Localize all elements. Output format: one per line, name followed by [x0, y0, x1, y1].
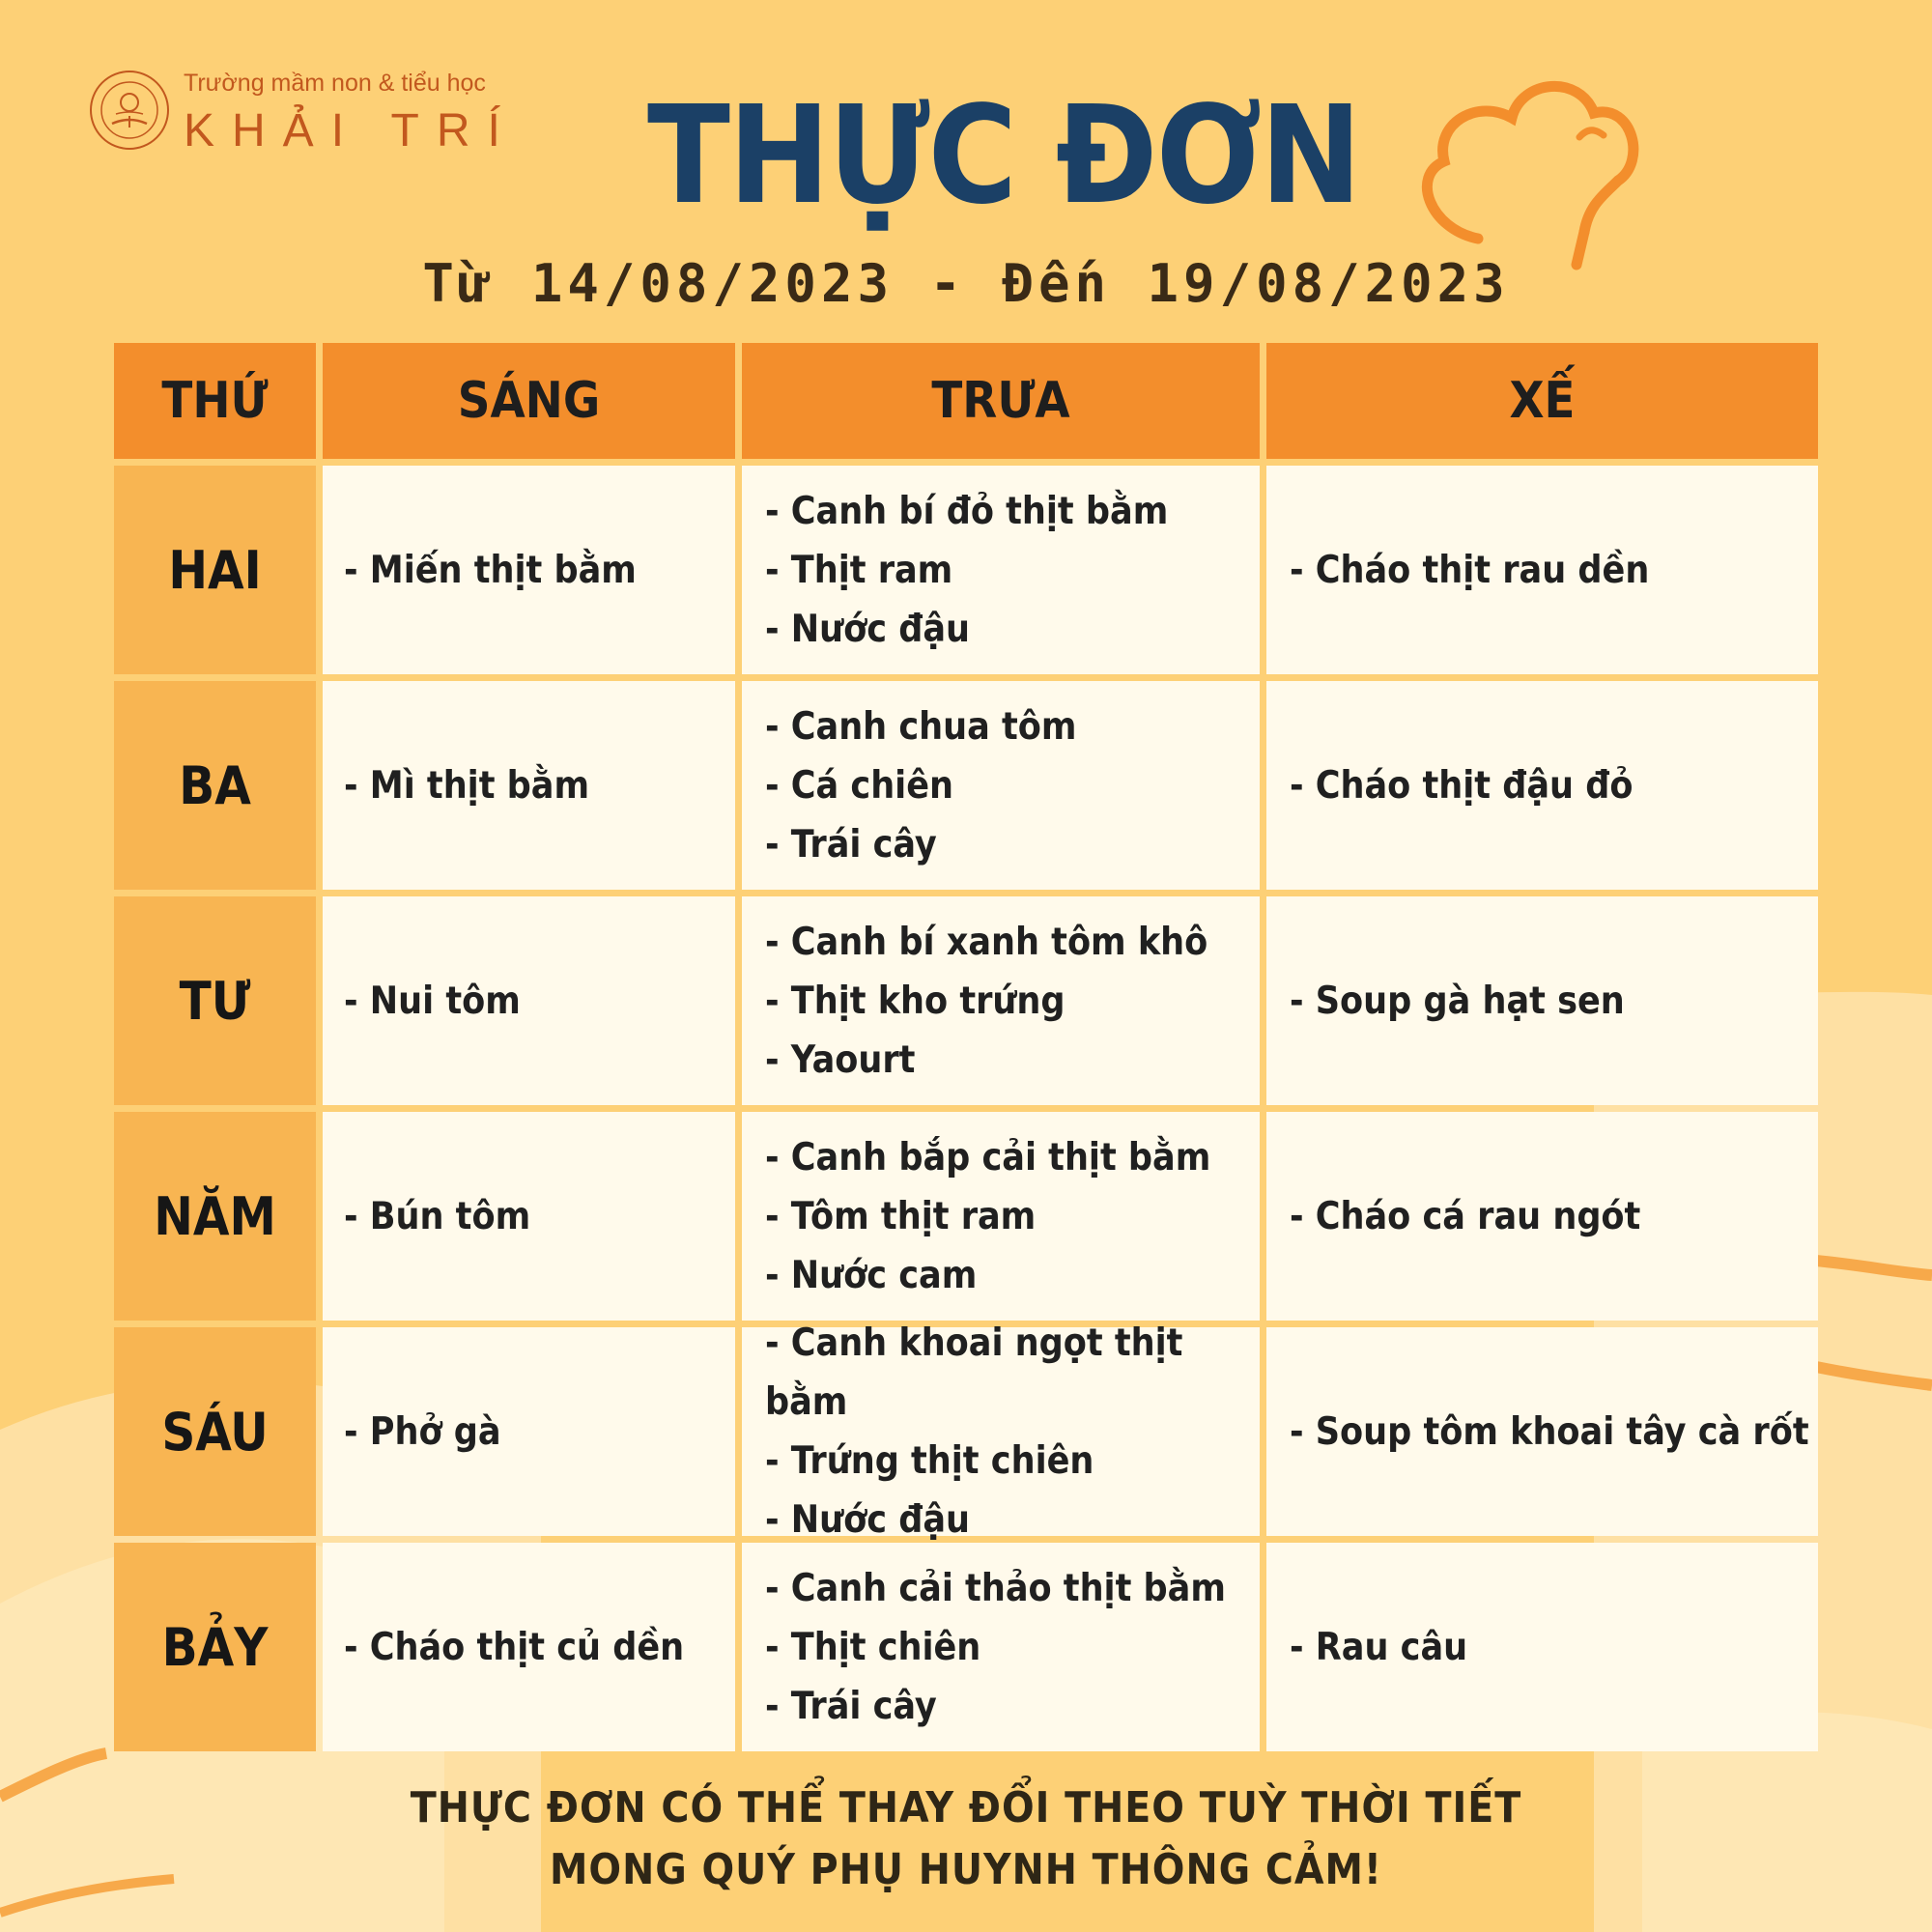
table-row — [114, 681, 1818, 896]
menu-item: - Tôm thịt ram — [765, 1194, 1037, 1238]
chef-hat-icon — [1401, 60, 1642, 272]
menu-item: - Nước đậu — [765, 607, 971, 651]
morning-cell — [323, 1543, 735, 1751]
school-logo-icon — [89, 70, 170, 151]
lunch-cell — [742, 681, 1260, 890]
table-row — [114, 1112, 1818, 1327]
menu-item: - Canh khoai ngọt thịt bằm — [765, 1321, 1183, 1424]
lunch-cell — [742, 896, 1260, 1105]
lunch-cell — [742, 1112, 1260, 1321]
table-row — [114, 1543, 1818, 1758]
menu-item: - Phở gà — [344, 1409, 501, 1454]
morning-cell — [323, 1327, 735, 1536]
menu-item: - Miến thịt bằm — [344, 548, 637, 592]
header-day: THỨ — [114, 343, 316, 459]
menu-item: - Thịt ram — [765, 548, 953, 592]
morning-cell — [323, 1112, 735, 1321]
snack-cell — [1266, 681, 1818, 890]
menu-item: - Cháo thịt đậu đỏ — [1290, 763, 1634, 808]
day-cell: TƯ — [114, 896, 316, 1105]
menu-item: - Mì thịt bằm — [344, 763, 590, 808]
menu-item: - Cháo thịt củ dền — [344, 1625, 685, 1669]
header-snack: XẾ — [1266, 343, 1818, 459]
menu-item: - Bún tôm — [344, 1194, 531, 1238]
morning-cell — [323, 896, 735, 1105]
date-range: Từ 14/08/2023 - Đến 19/08/2023 — [422, 253, 1510, 314]
school-name: KHẢI TRÍ — [184, 105, 518, 156]
day-cell: BA — [114, 681, 316, 890]
school-subtitle: Trường mầm non & tiểu học — [184, 70, 486, 97]
day-cell: NĂM — [114, 1112, 316, 1321]
header-lunch: TRƯA — [742, 343, 1260, 459]
day-cell: SÁU — [114, 1327, 316, 1536]
menu-item: - Cá chiên — [765, 763, 953, 808]
snack-cell — [1266, 1327, 1818, 1536]
footer-note — [0, 1777, 1932, 1901]
page-title: THỰC ĐƠN — [647, 77, 1360, 235]
table-row — [114, 466, 1818, 681]
menu-item: - Trái cây — [765, 1684, 937, 1728]
menu-item: - Cháo thịt rau dền — [1290, 548, 1650, 592]
menu-item: - Soup tôm khoai tây cà rốt — [1290, 1409, 1809, 1454]
snack-cell — [1266, 896, 1818, 1105]
lunch-cell — [742, 1543, 1260, 1751]
morning-cell — [323, 466, 735, 674]
footer-line-1: THỰC ĐƠN CÓ THỂ THAY ĐỔI THEO TUỲ THỜI TIẾT — [410, 1783, 1522, 1833]
menu-item: - Canh bí đỏ thịt bằm — [765, 489, 1169, 533]
menu-item: - Trái cây — [765, 822, 937, 867]
day-cell: BẢY — [114, 1543, 316, 1751]
menu-item: - Thịt kho trứng — [765, 979, 1065, 1023]
snack-cell — [1266, 1112, 1818, 1321]
menu-item: - Canh bí xanh tôm khô — [765, 920, 1208, 964]
menu-table — [114, 343, 1818, 1758]
menu-item: - Nui tôm — [344, 979, 521, 1023]
menu-item: - Yaourt — [765, 1037, 916, 1082]
snack-cell — [1266, 466, 1818, 674]
lunch-cell — [742, 466, 1260, 674]
menu-item: - Canh bắp cải thịt bằm — [765, 1135, 1211, 1179]
menu-item: - Rau câu — [1290, 1625, 1468, 1669]
table-row — [114, 1321, 1818, 1543]
menu-item: - Cháo cá rau ngót — [1290, 1194, 1641, 1238]
day-cell: HAI — [114, 466, 316, 674]
footer-line-2: MONG QUÝ PHỤ HUYNH THÔNG CẢM! — [550, 1845, 1382, 1894]
menu-item: - Nước cam — [765, 1253, 978, 1297]
menu-item: - Nước đậu — [765, 1498, 971, 1542]
lunch-cell — [742, 1321, 1260, 1542]
table-row — [114, 896, 1818, 1112]
morning-cell — [323, 681, 735, 890]
menu-item: - Canh chua tôm — [765, 704, 1077, 749]
table-header-row — [114, 343, 1818, 466]
menu-item: - Canh cải thảo thịt bằm — [765, 1566, 1226, 1610]
header-morning: SÁNG — [323, 343, 735, 459]
menu-item: - Trứng thịt chiên — [765, 1439, 1094, 1483]
snack-cell — [1266, 1543, 1818, 1751]
menu-item: - Thịt chiên — [765, 1625, 981, 1669]
menu-item: - Soup gà hạt sen — [1290, 979, 1625, 1023]
